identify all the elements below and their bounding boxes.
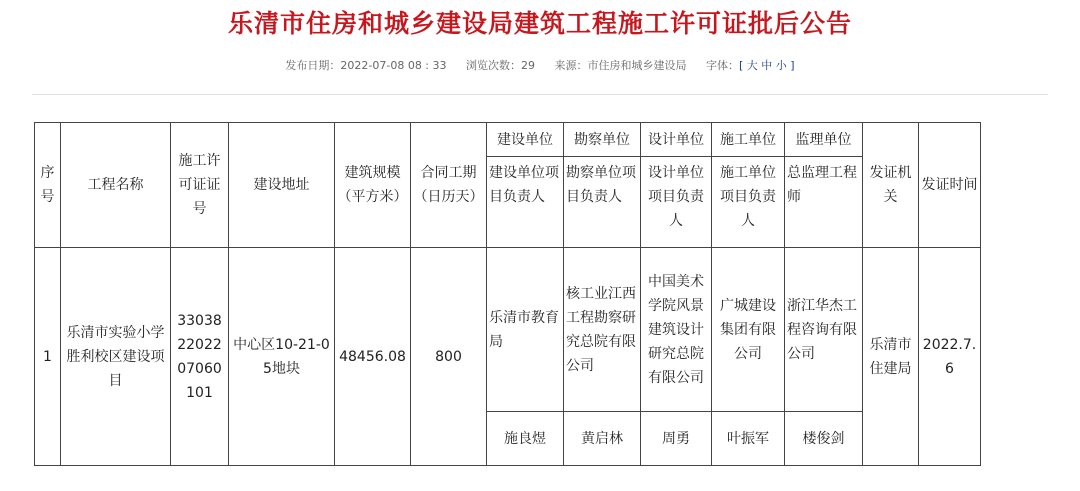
cell-issuer: 乐清市住建局 — [863, 248, 919, 466]
article-meta — [0, 58, 1080, 74]
header-construct-person: 施工单位项目负责人 — [712, 157, 785, 248]
cell-project-name: 乐清市实验小学胜利校区建设项目 — [61, 248, 171, 466]
page-title: 乐清市住房和城乡建设局建筑工程施工许可证批后公告 — [227, 9, 852, 38]
header-design-person: 设计单位项目负责人 — [641, 157, 712, 248]
cell-design: 中国美术学院风景建筑设计研究总院有限公司 — [641, 248, 712, 412]
source: 来源：市住房和城乡建设局 — [554, 59, 687, 72]
header-project-name: 工程名称 — [61, 123, 171, 248]
header-supervisor-person: 总监理工程师 — [785, 157, 863, 248]
cell-seq: 1 — [35, 248, 61, 466]
header-seq: 序号 — [35, 123, 61, 248]
table-row — [35, 248, 981, 412]
font-size-switch: 字体：[ 大 中 小 ] — [706, 59, 795, 72]
header-duration: 合同工期（日历天） — [411, 123, 487, 248]
header-issuer: 发证机关 — [863, 123, 919, 248]
header-supervise: 监理单位 — [785, 123, 863, 157]
cell-issue-time: 2022.7.6 — [919, 248, 981, 466]
permit-table — [34, 122, 981, 466]
publish-date: 发布日期：2022-07-08 08 : 33 — [285, 59, 447, 72]
divider — [32, 94, 1048, 95]
header-scale: 建筑规模（平方米） — [335, 123, 411, 248]
cell-supervise: 浙江华杰工程咨询有限公司 — [785, 248, 863, 412]
cell-address: 中心区10-21-05地块 — [229, 248, 335, 466]
header-survey: 勘察单位 — [564, 123, 641, 157]
header-permit-no: 施工许可证证号 — [171, 123, 229, 248]
font-size-options[interactable]: [ 大 中 小 ] — [739, 59, 795, 72]
cell-permit-no: 330382202207060101 — [171, 248, 229, 466]
header-design: 设计单位 — [641, 123, 712, 157]
cell-builder-person: 施良煜 — [487, 412, 564, 466]
header-survey-person: 勘察单位项目负责人 — [564, 157, 641, 248]
header-issue-time: 发证时间 — [919, 123, 981, 248]
cell-design-person: 周勇 — [641, 412, 712, 466]
header-builder-person: 建设单位项目负责人 — [487, 157, 564, 248]
view-count: 浏览次数：29 — [466, 59, 536, 72]
cell-duration: 800 — [411, 248, 487, 466]
header-builder: 建设单位 — [487, 123, 564, 157]
cell-survey-person: 黄启林 — [564, 412, 641, 466]
cell-scale: 48456.08 — [335, 248, 411, 466]
cell-construct-person: 叶振军 — [712, 412, 785, 466]
cell-construct: 广城建设集团有限公司 — [712, 248, 785, 412]
cell-supervisor-person: 楼俊剑 — [785, 412, 863, 466]
header-row — [35, 123, 981, 157]
cell-builder: 乐清市教育局 — [487, 248, 564, 412]
cell-survey: 核工业江西工程勘察研究总院有限公司 — [564, 248, 641, 412]
header-construct: 施工单位 — [712, 123, 785, 157]
header-address: 建设地址 — [229, 123, 335, 248]
